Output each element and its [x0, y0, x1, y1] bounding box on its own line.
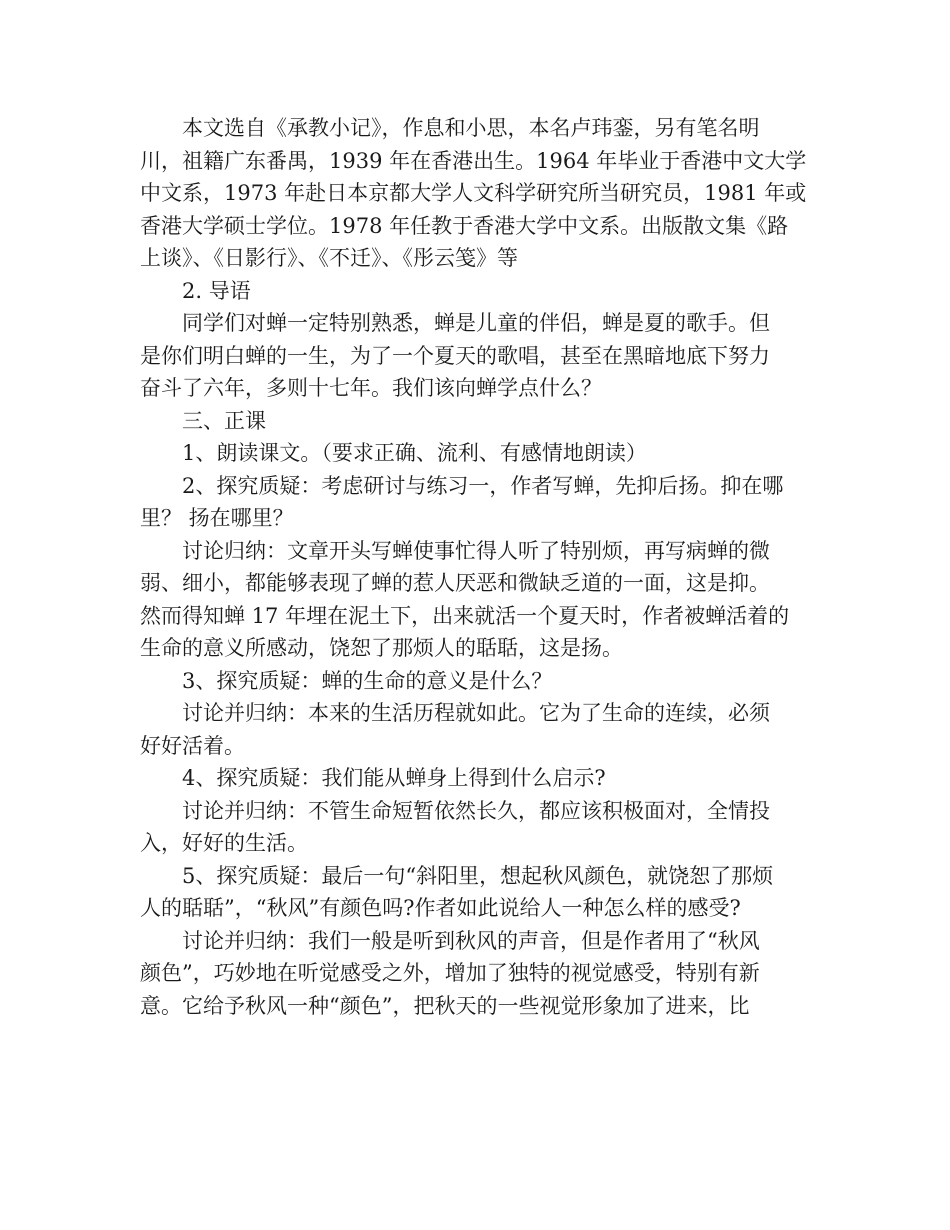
text-line: 颜色”，巧妙地在听觉感受之外，增加了独特的视觉感受，特别有新 — [140, 961, 760, 985]
paragraph-step3-answer — [140, 697, 812, 762]
text-line: 讨论并归纳：我们一般是听到秋风的声音，但是作者用了“秋风 — [182, 928, 760, 953]
text-line: 4、探究质疑：我们能从蝉身上得到什么启示? — [182, 766, 606, 790]
text-line: 人的聒聒”，“秋风”有颜色吗?作者如此说给人一种怎么样的感受? — [140, 896, 741, 920]
text-line: 生命的意义所感动，饶恕了那烦人的聒聒，这是扬。 — [140, 636, 623, 660]
text-line: 里？ 扬在哪里？ — [140, 506, 294, 530]
paragraph-step2-answer — [140, 535, 812, 665]
text-line: 是你们明白蝉的一生，为了一个夏天的歌唱，甚至在黑暗地底下努力 — [140, 343, 770, 368]
paragraph-step5-answer — [140, 925, 812, 1023]
text-line: 三、正课 — [182, 408, 266, 433]
paragraph-step2 — [140, 470, 812, 535]
paragraph-step4-answer — [140, 795, 812, 860]
paragraph-heading-zhengke — [140, 405, 812, 438]
text-line: 讨论并归纳：本来的生活历程就如此。它为了生命的连续，必须 — [182, 701, 770, 725]
text-line: 入，好好的生活。 — [140, 831, 308, 855]
paragraph-heading-daoyu — [140, 275, 812, 308]
text-line: 意。它给予秋风一种“颜色”，把秋天的一些视觉形象加了进来，比 — [140, 993, 750, 1018]
text-line: 同学们对蝉一定特别熟悉，蝉是儿童的伴侣，蝉是夏的歌手。但 — [182, 311, 770, 335]
paragraph-daoyu — [140, 307, 812, 405]
document-page — [140, 112, 812, 1022]
text-line: 然而得知蝉 17 年埋在泥土下，出来就活一个夏天时，作者被蝉活着的 — [140, 603, 790, 628]
text-line: 讨论归纳：文章开头写蝉使事忙得人听了特别烦，再写病蝉的微 — [182, 538, 770, 563]
text-line: 2. 导语 — [182, 278, 251, 303]
paragraph-step3 — [140, 665, 812, 698]
text-line: 弱、细小，都能够表现了蝉的惹人厌恶和微缺乏道的一面，这是抑。 — [140, 571, 770, 595]
text-line: 3、探究质疑：蝉的生命的意义是什么？ — [182, 668, 553, 693]
text-line: 1、朗读课文。（要求正确、流利、有感情地朗读） — [182, 441, 647, 465]
text-line: 好好活着。 — [140, 733, 245, 758]
text-line: 讨论并归纳：不管生命短暂依然长久，都应该积极面对，全情投 — [182, 798, 770, 823]
paragraph-step5 — [140, 860, 812, 925]
text-line: 上谈》、《日影行》、《不迁》、《彤云笺》等 — [140, 246, 518, 270]
text-line: 川，祖籍广东番禺，1939 年在香港出生。1964 年毕业于香港中文大学 — [140, 148, 807, 173]
text-line: 中文系，1973 年赴日本京都大学人文科学研究所当研究员，1981 年或 — [140, 181, 807, 205]
text-line: 5、探究质疑：最后一句“斜阳里，想起秋风颜色，就饶恕了那烦 — [182, 863, 774, 888]
text-line: 香港大学硕士学位。1978 年任教于香港大学中文系。出版散文集《路 — [140, 213, 789, 238]
text-line: 本文选自《承教小记》，作息和小思，本名卢玮銮，另有笔名明 — [182, 116, 760, 140]
text-line: 奋斗了六年，多则十七年。我们该向蝉学点什么？ — [140, 376, 602, 400]
paragraph-intro — [140, 112, 812, 275]
paragraph-step4 — [140, 762, 812, 795]
text-line: 2、探究质疑：考虑研讨与练习一，作者写蝉，先抑后扬。抑在哪 — [182, 473, 784, 498]
paragraph-step1 — [140, 437, 812, 470]
